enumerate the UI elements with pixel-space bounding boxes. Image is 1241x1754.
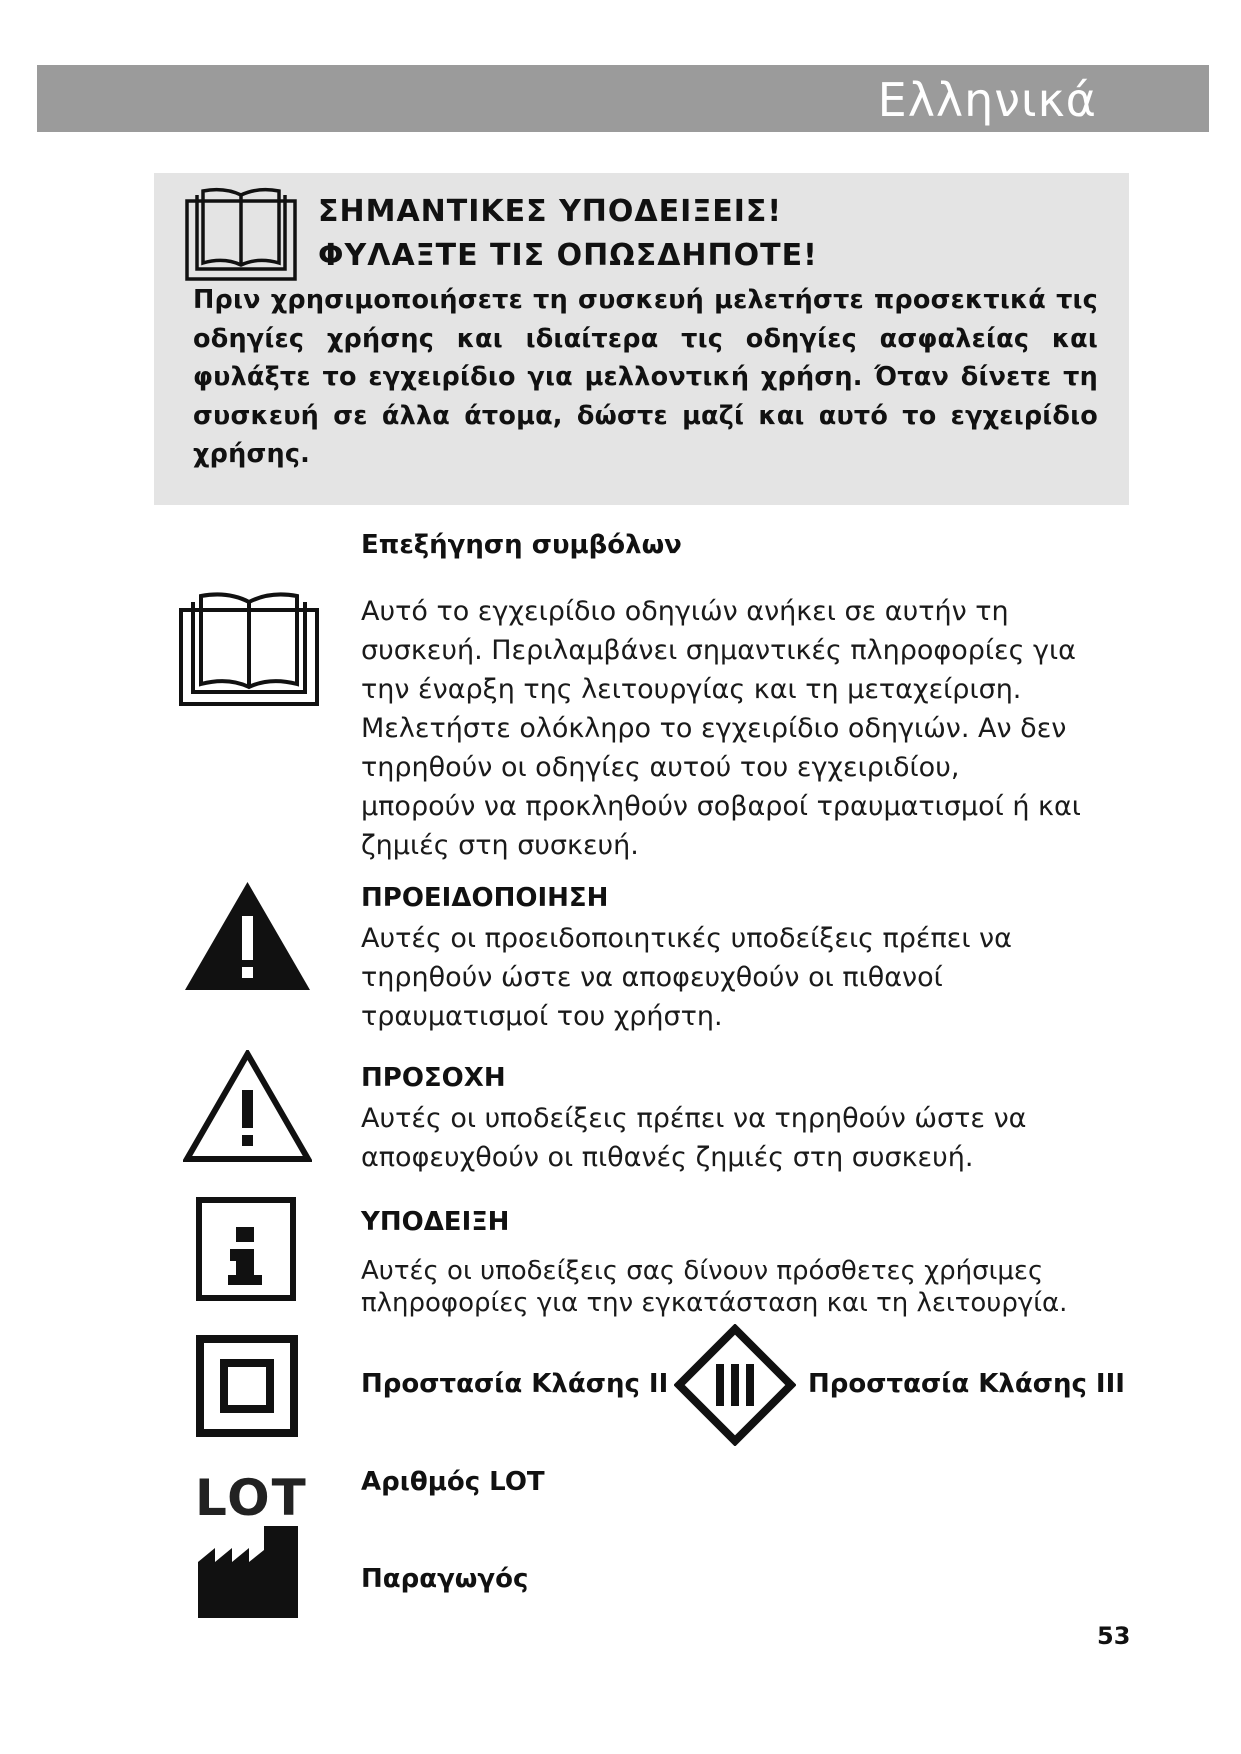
class-ii-label: Προστασία Κλάσης II (361, 1369, 669, 1399)
class-iii-protection-icon (674, 1324, 796, 1446)
manual-book-icon (178, 588, 320, 708)
important-title-line-2: ΦΥΛΑΞΤΕ ΤΙΣ ΟΠΩΣΔΗΠΟΤΕ! (318, 238, 818, 273)
class-ii-protection-icon (196, 1335, 298, 1437)
warning-filled-icon (183, 880, 312, 992)
language-header-bar (37, 65, 1209, 132)
warning-description: Αυτές οι προειδοποιητικές υποδείξεις πρέπει να τηρηθούν ώστε να αποφευχθούν οι πιθανοί τραυματισμοί του χρήστη. (361, 923, 1012, 1032)
manufacturer-label: Παραγωγός (361, 1564, 529, 1594)
class-iii-label: Προστασία Κλάσης III (808, 1369, 1125, 1399)
important-body: Πριν χρησιμοποιήσετε τη συσκευή μελετήστε προσεκτικά τις οδηγίες χρήσης και ιδιαίτερα τις οδηγίες ασφαλείας και φυλάξτε το εγχειρίδιο για μελλοντική χρήση. Όταν δίνετε τη συσκευή σε άλλα άτομα, δώστε μαζί και αυτό το εγχειρίδιο χρήσης. (193, 285, 1098, 469)
caution-description: Αυτές οι υποδείξεις πρέπει να τηρηθούν ώστε να αποφευχθούν οι πιθανές ζημιές στη συσκευή. (361, 1103, 1027, 1173)
manual-description: Αυτό το εγχειρίδιο οδηγιών ανήκει σε αυτήν τη συσκευή. Περιλαμβάνει σημαντικές πληροφορίες για την έναρξη της λειτουργίας και τη μεταχείριση. Μελετήστε ολόκληρο το εγχειρίδιο οδηγιών. Αν δεν τηρηθούν οι οδηγίες αυτού του εγχειριδίου, μπορούν να προκληθούν σοβαροί τραυματισμοί ή και ζημιές στη συσκευή. (361, 596, 1081, 861)
warning-label: ΠΡΟΕΙΔΟΠΟΙΗΣΗ (361, 883, 609, 913)
lot-icon: LOT (195, 1469, 308, 1527)
lot-label: Αριθμός LOT (361, 1467, 545, 1497)
manual-book-icon (184, 183, 298, 283)
symbols-heading: Επεξήγηση συμβόλων (361, 530, 682, 560)
manufacturer-icon (198, 1526, 298, 1618)
caution-outline-icon (183, 1050, 312, 1162)
important-title (318, 190, 818, 278)
language-title: Ελληνικά (877, 73, 1097, 127)
page-number: 53 (1097, 1622, 1131, 1650)
caution-label: ΠΡΟΣΟΧΗ (361, 1063, 506, 1093)
info-icon (196, 1197, 296, 1301)
hint-description: Αυτές οι υποδείξεις σας δίνουν πρόσθετες χρήσιμες πληροφορίες για την εγκατάσταση και τη λειτουργία. (361, 1256, 1068, 1318)
important-title-line-1: ΣΗΜΑΝΤΙΚΕΣ ΥΠΟΔΕΙΞΕΙΣ! (318, 194, 783, 229)
important-notice-box (154, 173, 1129, 505)
hint-label: ΥΠΟΔΕΙΞΗ (361, 1207, 510, 1237)
